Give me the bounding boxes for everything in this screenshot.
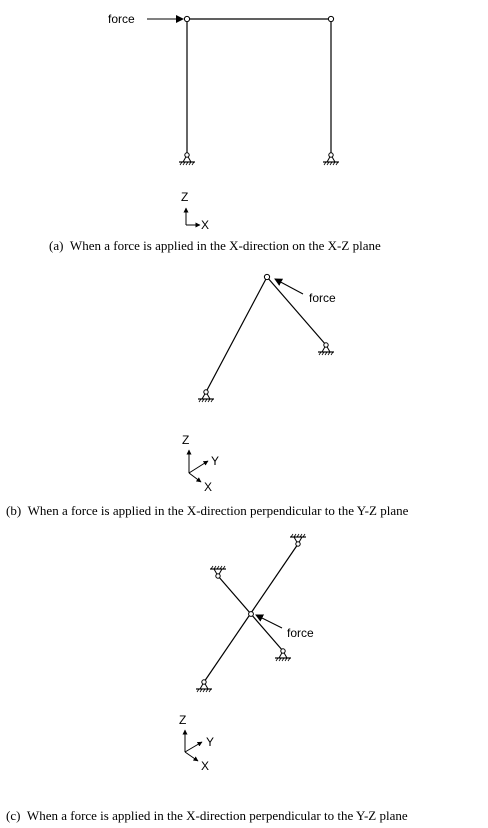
frame-c	[196, 534, 314, 692]
pin-support-icon	[210, 566, 226, 578]
y-axis-arrow	[189, 461, 208, 473]
axes-b	[182, 433, 219, 494]
pin-support-icon	[318, 343, 334, 355]
y-axis-arrow	[185, 742, 202, 752]
caption-a: (a) When a force is applied in the X-direction on the X-Z plane	[49, 238, 381, 253]
caption-c: (c) When a force is applied in the X-direction perpendicular to the Y-Z plane	[6, 808, 408, 823]
force-label: force	[108, 12, 135, 26]
x-axis-arrow	[185, 752, 198, 761]
y-axis-label: Y	[206, 735, 215, 749]
axes-c	[179, 713, 214, 773]
caption-b: (b) When a force is applied in the X-direction perpendicular to the Y-Z plane	[6, 503, 409, 518]
force-label: force	[287, 626, 314, 640]
z-axis-label: Z	[181, 190, 189, 204]
joint-node	[328, 16, 333, 21]
pin-support-icon	[290, 534, 306, 546]
z-axis-label: Z	[182, 433, 190, 447]
pin-support-icon	[198, 390, 214, 402]
x-axis-arrow	[189, 473, 201, 482]
x-axis-label: X	[204, 480, 213, 494]
joint-node	[184, 16, 189, 21]
joint-node	[249, 612, 254, 617]
pin-support-icon	[196, 680, 212, 692]
force-label: force	[309, 291, 336, 305]
x-axis-label: X	[201, 218, 210, 232]
x-axis-label: X	[201, 759, 210, 773]
pin-support-icon	[323, 153, 339, 165]
frame-b	[198, 274, 336, 402]
y-axis-label: Y	[211, 454, 220, 468]
force-arrow	[256, 615, 282, 628]
z-axis-label: Z	[179, 713, 187, 727]
right-member	[267, 277, 326, 345]
frame-a	[108, 12, 339, 165]
pin-support-icon	[179, 153, 195, 165]
left-member	[206, 277, 267, 392]
pin-support-icon	[275, 649, 291, 661]
axes-a	[181, 190, 209, 232]
joint-node	[264, 274, 269, 279]
